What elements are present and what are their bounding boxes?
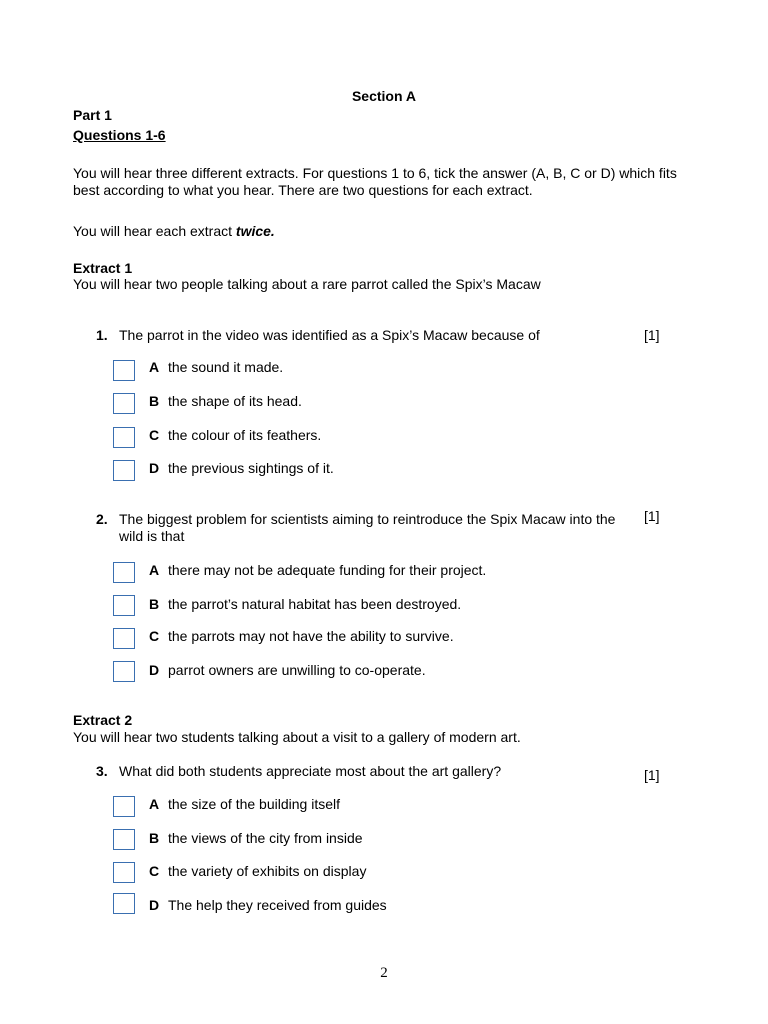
q1-option-d-text: the previous sightings of it. <box>168 460 334 476</box>
question-3-marks: [1] <box>644 767 660 783</box>
q3-option-c-letter: C <box>149 863 160 879</box>
extract-1-title: Extract 1 <box>73 260 133 276</box>
q3-option-c-text: the variety of exhibits on display <box>168 863 367 879</box>
q3-option-a-checkbox[interactable] <box>113 796 135 817</box>
extract-2-title: Extract 2 <box>73 712 133 728</box>
question-2-text: The biggest problem for scientists aiming to reintroduce the Spix Macaw into the wild is that <box>119 511 616 544</box>
part-heading: Part 1 <box>73 107 112 123</box>
twice-note-text: You will hear each extract <box>73 223 236 239</box>
q2-option-c-letter: C <box>149 628 160 644</box>
q2-option-a-checkbox[interactable] <box>113 562 135 583</box>
q2-option-c-text: the parrots may not have the ability to survive. <box>168 628 454 644</box>
extract-1-description: You will hear two people talking about a rare parrot called the Spix’s Macaw <box>73 276 541 292</box>
question-1-text: The parrot in the video was identified as a Spix’s Macaw because of <box>119 327 540 343</box>
question-2-marks: [1] <box>644 508 660 524</box>
q1-option-b-text: the shape of its head. <box>168 393 302 409</box>
twice-note <box>73 223 703 240</box>
q1-option-a-text: the sound it made. <box>168 359 284 375</box>
q3-option-d-checkbox[interactable] <box>113 893 135 914</box>
q2-option-a-letter: A <box>149 562 160 578</box>
q1-option-c-checkbox[interactable] <box>113 427 135 448</box>
q1-option-a-letter: A <box>149 359 160 375</box>
q2-option-d-checkbox[interactable] <box>113 661 135 682</box>
q3-option-a-letter: A <box>149 796 160 812</box>
section-title: Section A <box>351 88 417 104</box>
q2-option-d-text: parrot owners are unwilling to co-operate. <box>168 662 426 678</box>
q1-option-a-checkbox[interactable] <box>113 360 135 381</box>
q2-option-c-checkbox[interactable] <box>113 628 135 649</box>
question-1-number: 1. <box>96 327 108 343</box>
q1-option-b-checkbox[interactable] <box>113 393 135 414</box>
question-2-number: 2. <box>96 511 108 527</box>
q3-option-a-text: the size of the building itself <box>168 796 340 812</box>
question-3-number: 3. <box>96 763 108 779</box>
page-number: 2 <box>380 965 388 981</box>
question-3-text: What did both students appreciate most about the art gallery? <box>119 763 502 779</box>
q2-option-d-letter: D <box>149 662 160 678</box>
question-1-marks: [1] <box>644 327 660 343</box>
q3-option-c-checkbox[interactable] <box>113 862 135 883</box>
q3-option-b-letter: B <box>149 830 160 846</box>
q2-option-b-text: the parrot’s natural habitat has been destroyed. <box>168 596 462 612</box>
q1-option-d-letter: D <box>149 460 160 476</box>
q3-option-d-letter: D <box>149 897 160 913</box>
q2-option-a-text: there may not be adequate funding for their project. <box>168 562 487 578</box>
q1-option-b-letter: B <box>149 393 160 409</box>
extract-2-description: You will hear two students talking about a visit to a gallery of modern art. <box>73 729 521 745</box>
q2-option-b-checkbox[interactable] <box>113 595 135 616</box>
q3-option-b-text: the views of the city from inside <box>168 830 363 846</box>
instructions-paragraph: You will hear three different extracts. For questions 1 to 6, tick the answer (A, B, C or D) which fits best according to what you hear. There are two questions for each extract. <box>73 165 677 198</box>
q3-option-b-checkbox[interactable] <box>113 829 135 850</box>
twice-emphasis: twice. <box>235 223 275 239</box>
q2-option-b-letter: B <box>149 596 160 612</box>
questions-range-heading: Questions 1-6 <box>73 127 166 143</box>
q1-option-d-checkbox[interactable] <box>113 460 135 481</box>
q3-option-d-text: The help they received from guides <box>168 897 387 913</box>
q1-option-c-letter: C <box>149 427 160 443</box>
q1-option-c-text: the colour of its feathers. <box>168 427 322 443</box>
